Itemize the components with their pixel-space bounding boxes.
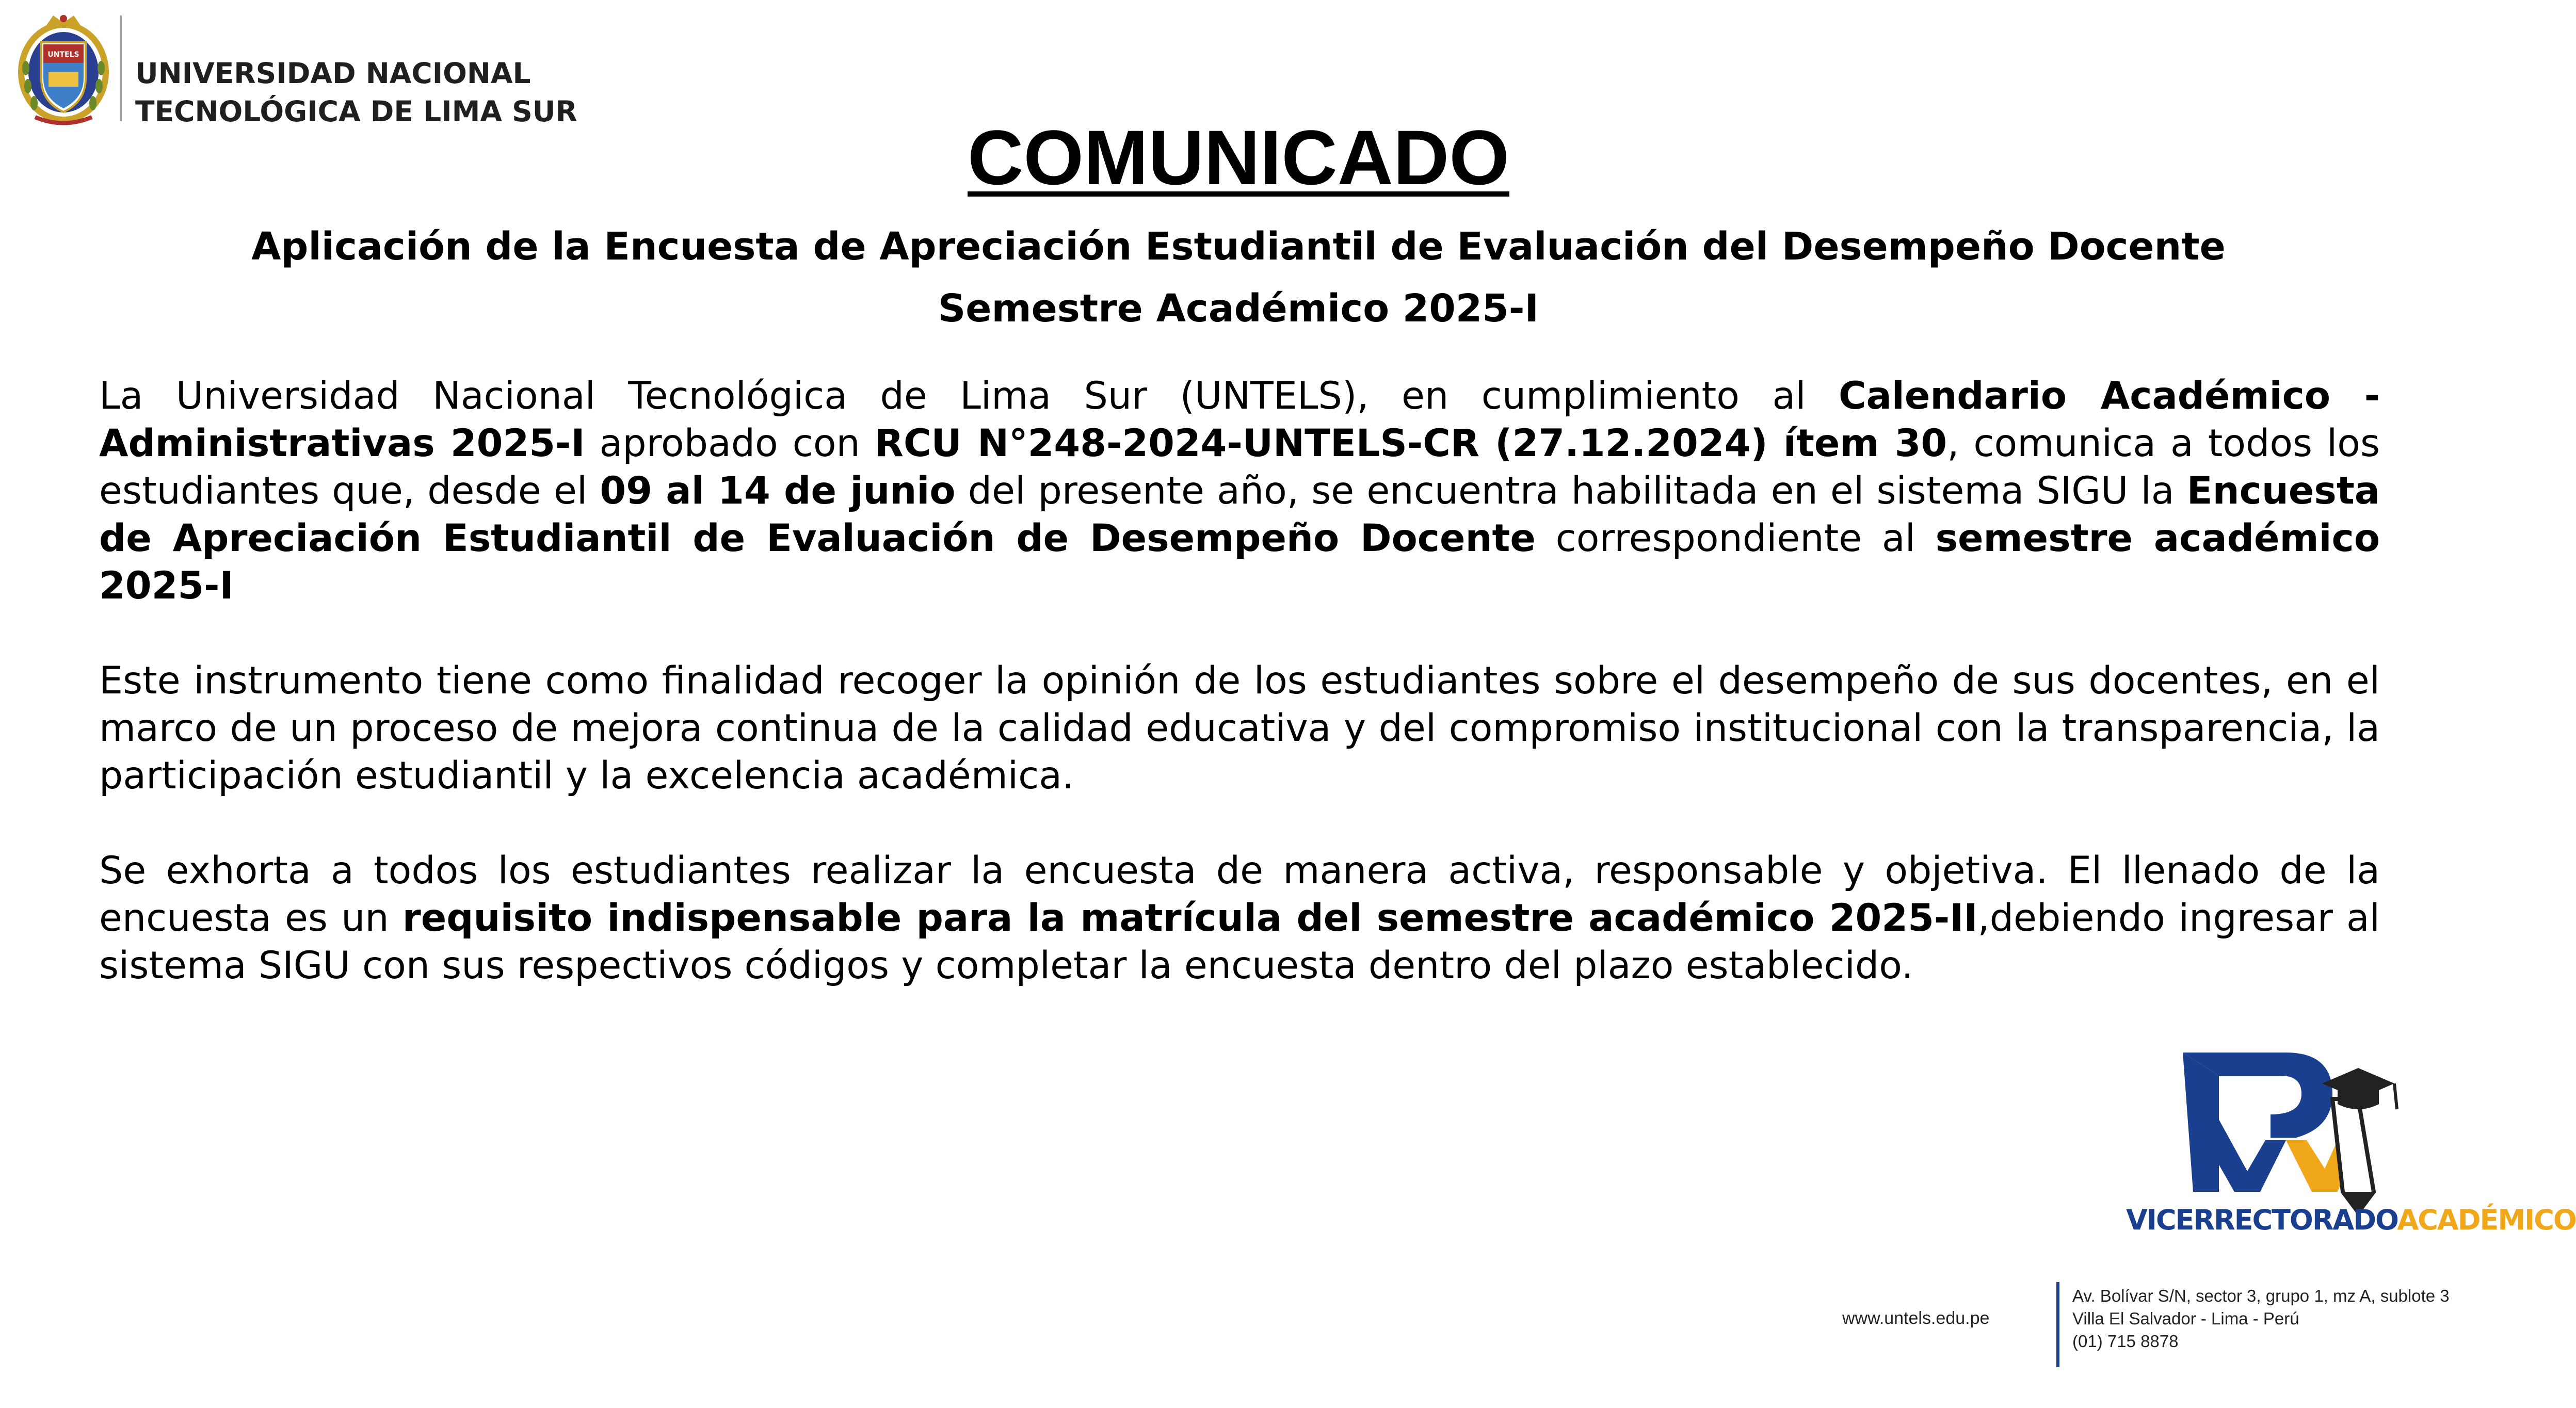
paragraph-2: Este instrumento tiene como finalidad recoger la opinión de los estudiantes sobre el desempeño de sus docentes, en el marco de un proceso de mejora continua de la calidad educativa y del compromiso institucional con la transparencia, la participación estudiantil y la excelencia académica. xyxy=(99,659,2380,798)
p3-bold-requirement: requisito indispensable para la matrícula del semestre académico 2025-II xyxy=(402,896,1978,940)
p1-text-2: aprobado con xyxy=(585,422,875,465)
p3-text-1: Se exhorta a todos los estudiantes realizar la encuesta de manera activa, responsable y objetiva. El llenado de la encuesta es un xyxy=(99,849,2380,940)
academico-word: ACADÉMICO xyxy=(2397,1204,2576,1236)
paragraph-3 xyxy=(99,847,2380,990)
p1-bold-survey-name: Encuesta de Apreciación Estudiantil de Evaluación de Desempeño Docente xyxy=(99,469,2380,560)
footer-website: www.untels.edu.pe xyxy=(1842,1308,1990,1328)
p1-text-5: correspondiente al xyxy=(1535,516,1936,560)
p1-text-4: del presente año, se encuentra habilitada en el sistema SIGU la xyxy=(955,469,2187,513)
paragraph-1 xyxy=(99,373,2380,610)
p1-text-1: La Universidad Nacional Tecnológica de Lima Sur (UNTELS), en cumplimiento al xyxy=(99,374,1839,418)
p1-bold-calendar: Calendario Académico - Administrativas 2025-I xyxy=(99,374,2380,465)
vicerrectorado-word: VICERRECTORADO xyxy=(2126,1204,2397,1236)
university-name-line2: TECNOLÓGICA DE LIMA SUR xyxy=(135,95,577,128)
p1-bold-dates: 09 al 14 de junio xyxy=(600,469,956,513)
p3-text-2: ,debiendo ingresar al sistema SIGU con sus respectivos códigos y completar la encuesta dentro del plazo establecido. xyxy=(99,896,2380,988)
footer-divider xyxy=(2056,1282,2059,1367)
title-text: COMUNICADO xyxy=(968,114,1509,201)
footer-contact xyxy=(2072,1285,2450,1353)
footer-address-line2: Villa El Salvador - Lima - Perú xyxy=(2072,1309,2299,1328)
page-title xyxy=(0,111,2477,204)
p1-bold-resolution: RCU N°248-2024-UNTELS-CR (27.12.2024) ítem 30 xyxy=(874,422,1947,465)
footer-phone: (01) 715 8878 xyxy=(2072,1332,2179,1351)
footer-address-line1: Av. Bolívar S/N, sector 3, grupo 1, mz A, sublote 3 xyxy=(2072,1286,2450,1305)
subtitle-line1: Aplicación de la Encuesta de Apreciación Estudiantil de Evaluación del Desempeño Docente xyxy=(251,224,2226,269)
p1-bold-semester: semestre académico 2025-I xyxy=(99,516,2380,608)
university-name-line1: UNIVERSIDAD NACIONAL xyxy=(135,57,531,90)
untels-crest-logo xyxy=(14,11,112,127)
vicerrectorado-label xyxy=(2126,1202,2576,1238)
p1-text-3: , comunica a todos los estudiantes que, desde el xyxy=(99,422,2380,513)
subtitle-line2: Semestre Académico 2025-I xyxy=(938,286,1539,331)
header-divider xyxy=(120,15,122,121)
crest-text: UNTELS xyxy=(47,51,79,59)
announcement-body xyxy=(99,373,2380,1037)
